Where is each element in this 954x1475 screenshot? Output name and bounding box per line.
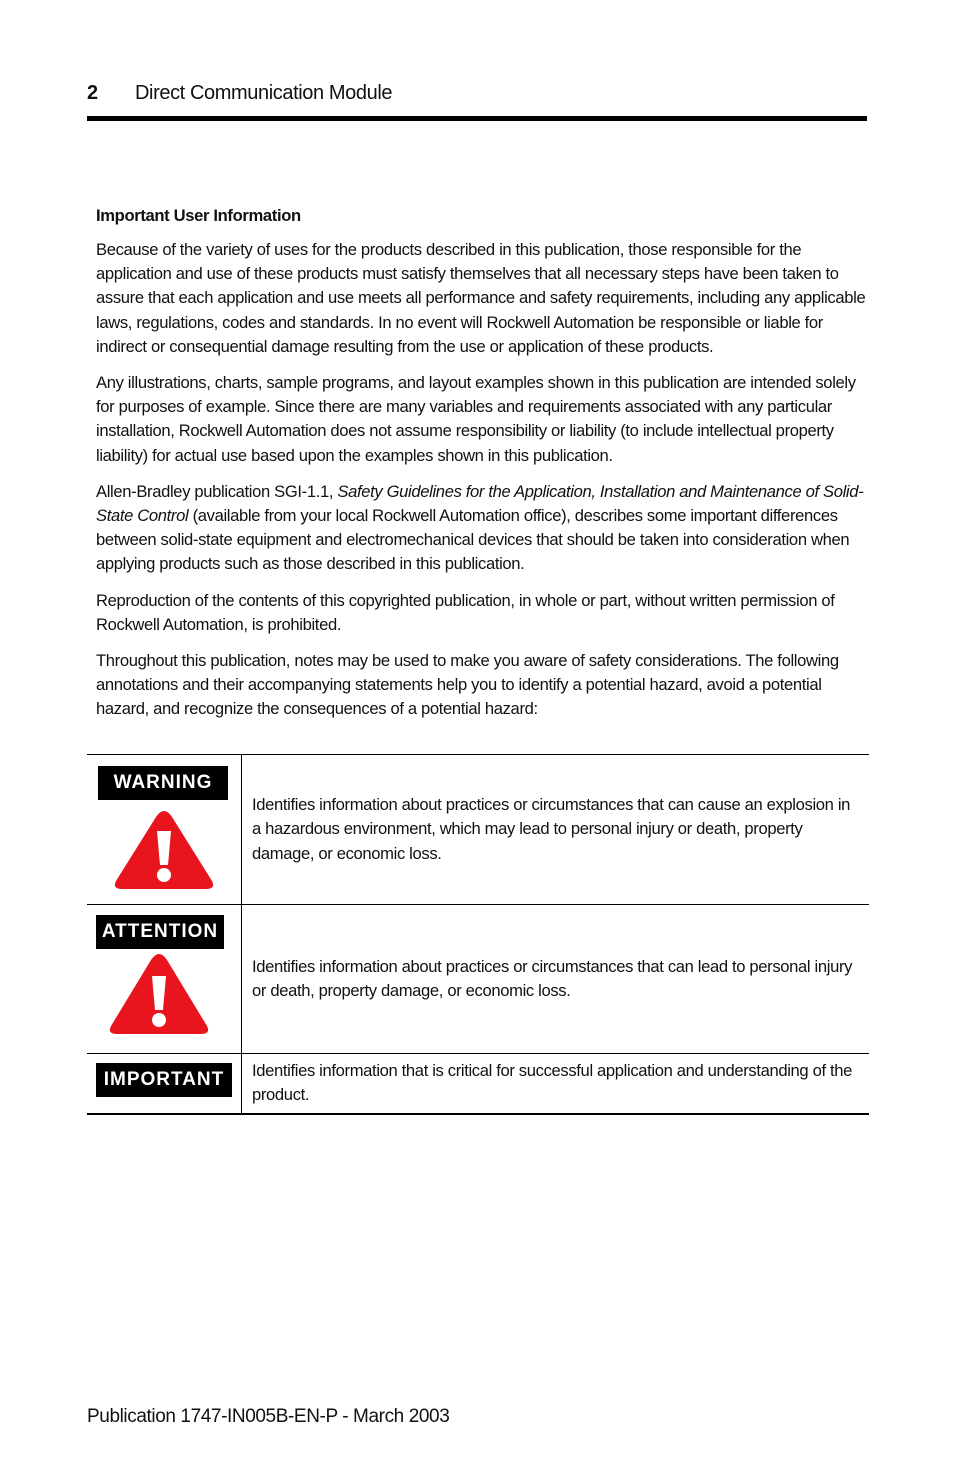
warning-row bbox=[87, 755, 869, 905]
attention-label: ATTENTION bbox=[96, 915, 224, 949]
important-row bbox=[87, 1054, 869, 1114]
paragraph-3-start: Allen-Bradley publication SGI-1.1, bbox=[96, 481, 338, 501]
paragraph-5: Throughout this publication, notes may be used to make you aware of safety considerations. The following annotations and their accompanying statements help you to identify a potential hazard, avoid a potential hazard, and recognize the consequences of a potential hazard: bbox=[96, 651, 839, 719]
page-header bbox=[87, 80, 867, 110]
page-number: 2 bbox=[87, 82, 99, 104]
attention-row bbox=[87, 905, 869, 1054]
important-text: Identifies information that is critical for successful application and understanding of the product. bbox=[252, 1061, 852, 1105]
paragraph-4: Reproduction of the contents of this copyrighted publication, in whole or part, without written permission of Rockwell Automation, is prohibited. bbox=[96, 590, 835, 634]
paragraph-2: Any illustrations, charts, sample programs, and layout examples shown in this publication are intended solely for purposes of example. Since there are many variables and requirements associated with any particular installation, Rockwell Automation does not assume responsibility or liability (to include intellectual property liability) for actual use based upon the examples shown in this publication. bbox=[96, 373, 856, 465]
warning-triangle-icon bbox=[112, 807, 216, 893]
paragraph-1: Because of the variety of uses for the products described in this publication, those responsible for the application and use of these products must satisfy themselves that all necessary steps have been taken to assure that each application and use meets all performance and safety requirements, including any applicable laws, regulations, codes and standards. In no event will Rockwell Automation be responsible or liable for indirect or consequential damage resulting from the use or application of these products. bbox=[96, 240, 866, 356]
running-title: Direct Communication Module bbox=[135, 82, 393, 104]
publication-title: Safety Guidelines for the Application, Installation and Maintenance of Solid-State Control bbox=[96, 481, 864, 526]
attention-text: Identifies information about practices or circumstances that can lead to personal injury or death, property damage, or economic loss. bbox=[252, 956, 853, 1000]
important-user-information-section bbox=[96, 204, 866, 734]
safety-notes-table bbox=[87, 754, 869, 1115]
paragraph-3 bbox=[96, 480, 866, 577]
warning-triangle-icon bbox=[107, 950, 211, 1038]
header-rule bbox=[87, 116, 867, 121]
warning-text: Identifies information about practices or circumstances that can cause an explosion in a hazardous environment, which may lead to personal injury or death, property damage, or economic loss. bbox=[252, 795, 851, 863]
publication-footer: Publication 1747-IN005B-EN-P - March 2003 bbox=[87, 1406, 450, 1427]
warning-label: WARNING bbox=[98, 766, 228, 800]
paragraph-3-end: (available from your local Rockwell Automation office), describes some important differences between solid-state equipment and electromechanical devices that should be taken into consideration when applying products such as those described in this publication. bbox=[96, 506, 850, 574]
section-heading: Important User Information bbox=[96, 206, 301, 225]
important-label: IMPORTANT bbox=[96, 1063, 232, 1097]
